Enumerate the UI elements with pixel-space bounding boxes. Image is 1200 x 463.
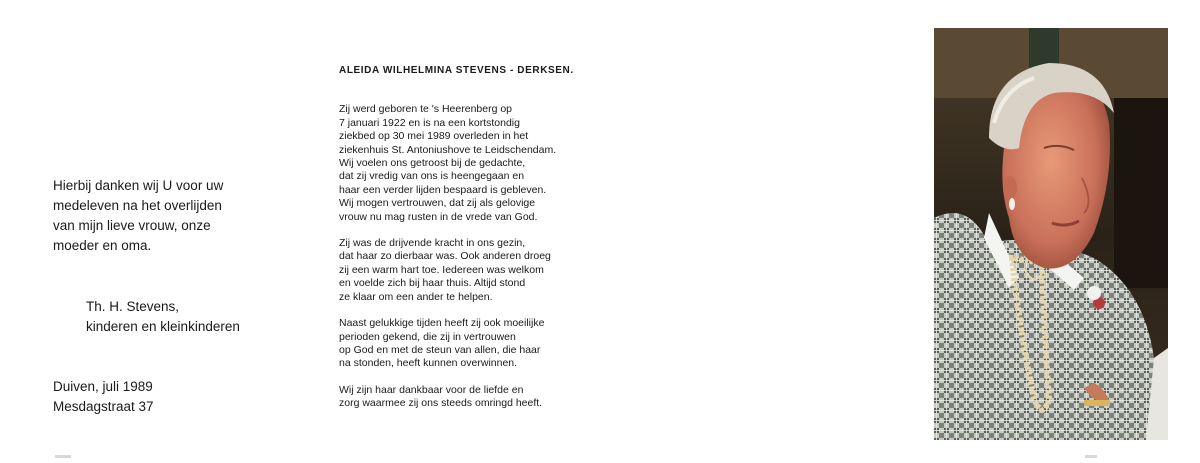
deceased-name-title: ALEIDA WILHELMINA STEVENS - DERKSEN. <box>339 65 574 76</box>
signature <box>86 297 240 337</box>
text-line: ziekbed op 30 mei 1989 overleden in het <box>339 130 529 143</box>
paragraph-2 <box>339 237 589 304</box>
text-line: 7 januari 1922 en is na een kortstondig <box>339 116 520 129</box>
text-line: Zij werd geboren te 's Heerenberg op <box>339 103 513 116</box>
text-line: vrouw nu mag rusten in de vrede van God. <box>339 210 538 223</box>
paragraph-4 <box>339 384 589 411</box>
scan-speck <box>1085 455 1097 458</box>
text-line: ze klaar om een ander te helpen. <box>339 290 493 303</box>
place-date <box>53 377 154 417</box>
portrait-photo <box>934 28 1168 440</box>
place-line: Duiven, juli 1989 <box>53 379 153 394</box>
scan-speck <box>55 455 71 458</box>
text-line: haar een verder lijden bespaard is gebleven. <box>339 183 547 196</box>
thanks-line: medeleven na het overlijden <box>53 198 222 213</box>
signature-line: kinderen en kleinkinderen <box>86 319 240 334</box>
text-line: Wij mogen vertrouwen, dat zij als gelovige <box>339 197 536 210</box>
text-line: ziekenhuis St. Antoniushove te Leidschendam. <box>339 143 557 156</box>
text-line: zorg waarmee zij ons steeds omringd heeft. <box>339 397 543 410</box>
thanks-text <box>53 176 303 256</box>
text-line: dat haar zo dierbaar was. Ook anderen droeg <box>339 250 551 263</box>
paragraph-1 <box>339 103 589 224</box>
text-line: Wij zijn haar dankbaar voor de liefde en <box>339 383 524 396</box>
thanks-line: moeder en oma. <box>53 238 152 253</box>
text-line: dat zij vredig van ons is heengegaan en <box>339 170 525 183</box>
text-line: Wij voelen ons getroost bij de gedachte, <box>339 157 526 170</box>
paragraph-3 <box>339 317 589 371</box>
text-line: na stonden, heeft kunnen overwinnen. <box>339 357 518 370</box>
text-line: Naast gelukkige tijden heeft zij ook moeilijke <box>339 317 545 330</box>
thanks-line: Hierbij danken wij U voor uw <box>53 178 224 193</box>
text-line: perioden gekend, die zij in vertrouwen <box>339 330 516 343</box>
signature-line: Th. H. Stevens, <box>86 299 180 314</box>
text-line: en voelde zich bij haar thuis. Altijd stond <box>339 277 526 290</box>
address-line: Mesdagstraat 37 <box>53 399 154 414</box>
obituary-text <box>339 64 589 424</box>
text-line: Zij was de drijvende kracht in ons gezin, <box>339 237 526 250</box>
text-line: zij een warm hart toe. Iedereen was welkom <box>339 263 544 276</box>
thanks-line: van mijn lieve vrouw, onze <box>53 218 211 233</box>
text-line: op God en met de steun van allen, die haar <box>339 343 541 356</box>
